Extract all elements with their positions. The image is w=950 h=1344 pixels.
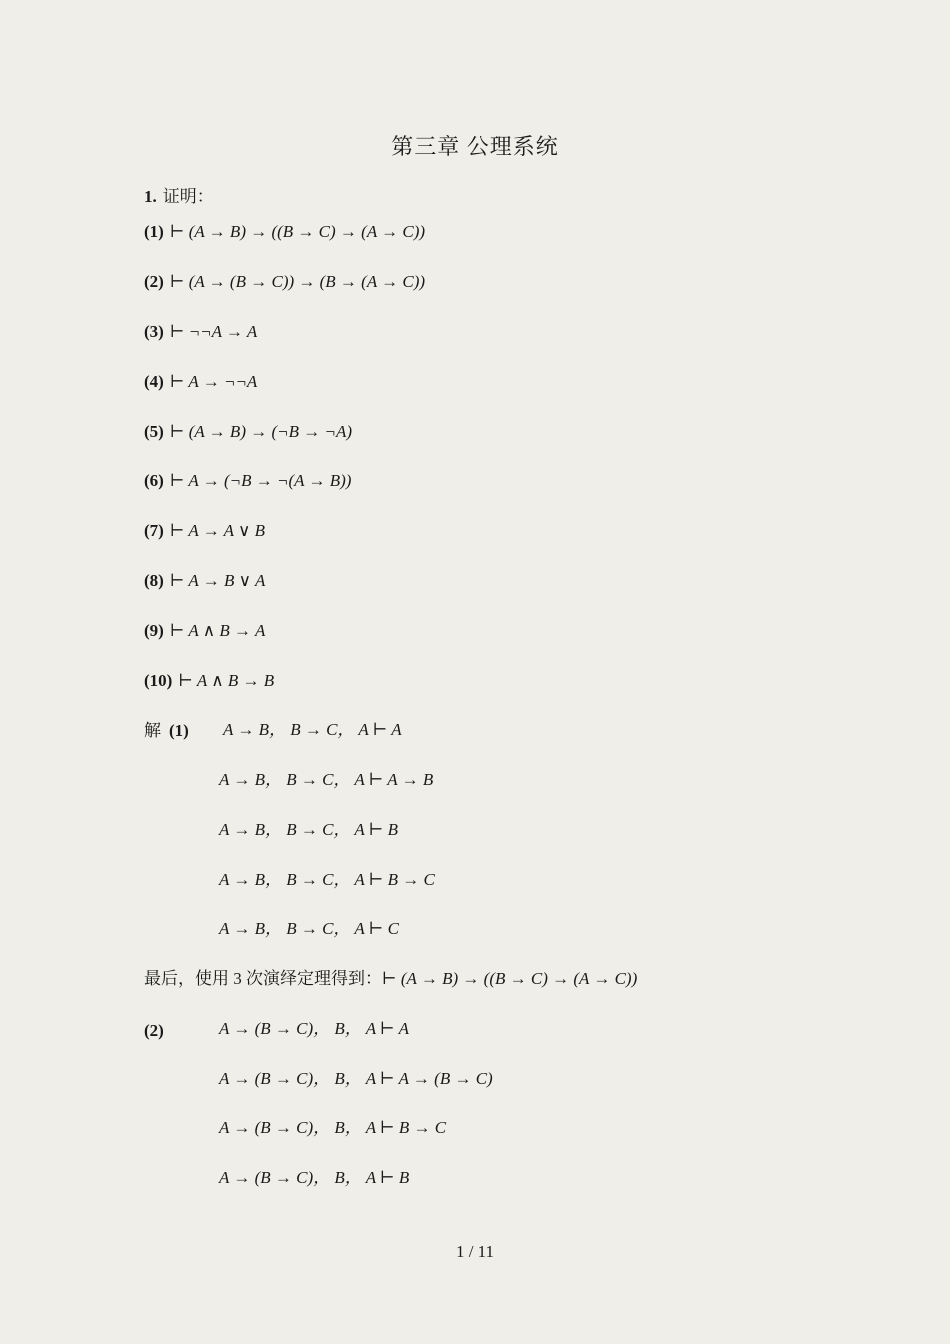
statement-number: (8) [144,571,164,590]
statement-formula: ⊢ (A → B) → ((B → C) → (A → C)) [169,222,426,241]
derivation-line: A → (B → C)， B， A ⊢ A [219,1019,409,1038]
derivation-line: A → (B → C)， B， A ⊢ B → C [219,1118,447,1137]
statement-5 [144,421,352,443]
derivation-line: A → B， B → C， A ⊢ B [219,820,398,839]
section-label: 证明： [162,187,214,206]
statement-2 [144,271,425,293]
solution-part-number: (1) [169,721,189,740]
statement-formula: ⊢ A → (¬B → ¬(A → B)) [169,471,352,490]
statement-formula: ⊢ A → A ∨ B [169,521,266,540]
statement-formula: ⊢ ¬¬A → A [169,322,258,341]
statement-8 [144,570,265,592]
statement-number: (10) [144,671,173,690]
statement-number: (6) [144,471,164,490]
derivation-line: A → B， B → C， A ⊢ C [219,919,399,938]
statement-formula: ⊢ A → ¬¬A [169,372,258,391]
statement-number: (2) [144,272,164,291]
statement-number: (3) [144,322,164,341]
statement-formula: ⊢ A ∧ B → B [178,671,275,690]
statement-7 [144,520,265,542]
derivation-line: A → B， B → C， A ⊢ A [223,720,402,739]
statement-number: (5) [144,422,164,441]
statement-number: (7) [144,521,164,540]
statement-number: (9) [144,621,164,640]
statement-9 [144,620,265,642]
solution-word: 解 [144,721,161,740]
derivation-line: A → B， B → C， A ⊢ B → C [219,870,435,889]
chapter-title: 第三章 公理系统 [391,134,559,159]
statement-6 [144,470,351,492]
solution-part-number: (2) [144,1021,164,1040]
statement-1 [144,221,425,243]
statement-3 [144,321,257,343]
conclusion-line [144,968,637,990]
statement-10 [144,670,274,692]
statement-formula: ⊢ A → B ∨ A [169,571,266,590]
conclusion-formula: ⊢ (A → B) → ((B → C) → (A → C)) [382,969,638,988]
derivation-line: A → B， B → C， A ⊢ A → B [219,770,434,789]
statement-4 [144,371,257,393]
derivation-line: A → (B → C)， B， A ⊢ A → (B → C) [219,1069,493,1088]
statement-formula: ⊢ A ∧ B → A [169,621,266,640]
part2-label [144,1020,170,1042]
statement-formula: ⊢ (A → (B → C)) → (B → (A → C)) [169,272,426,291]
page-number: 1 / 11 [455,1242,495,1261]
statement-formula: ⊢ (A → B) → (¬B → ¬A) [169,422,353,441]
conclusion-text: 最后，使用 3 次演绎定理得到： [144,969,382,988]
statement-number: (1) [144,222,164,241]
section-heading [144,186,214,208]
solution-label [144,720,195,742]
section-number: 1. [144,187,157,206]
derivation-line: A → (B → C)， B， A ⊢ B [219,1168,410,1187]
statement-number: (4) [144,372,164,391]
